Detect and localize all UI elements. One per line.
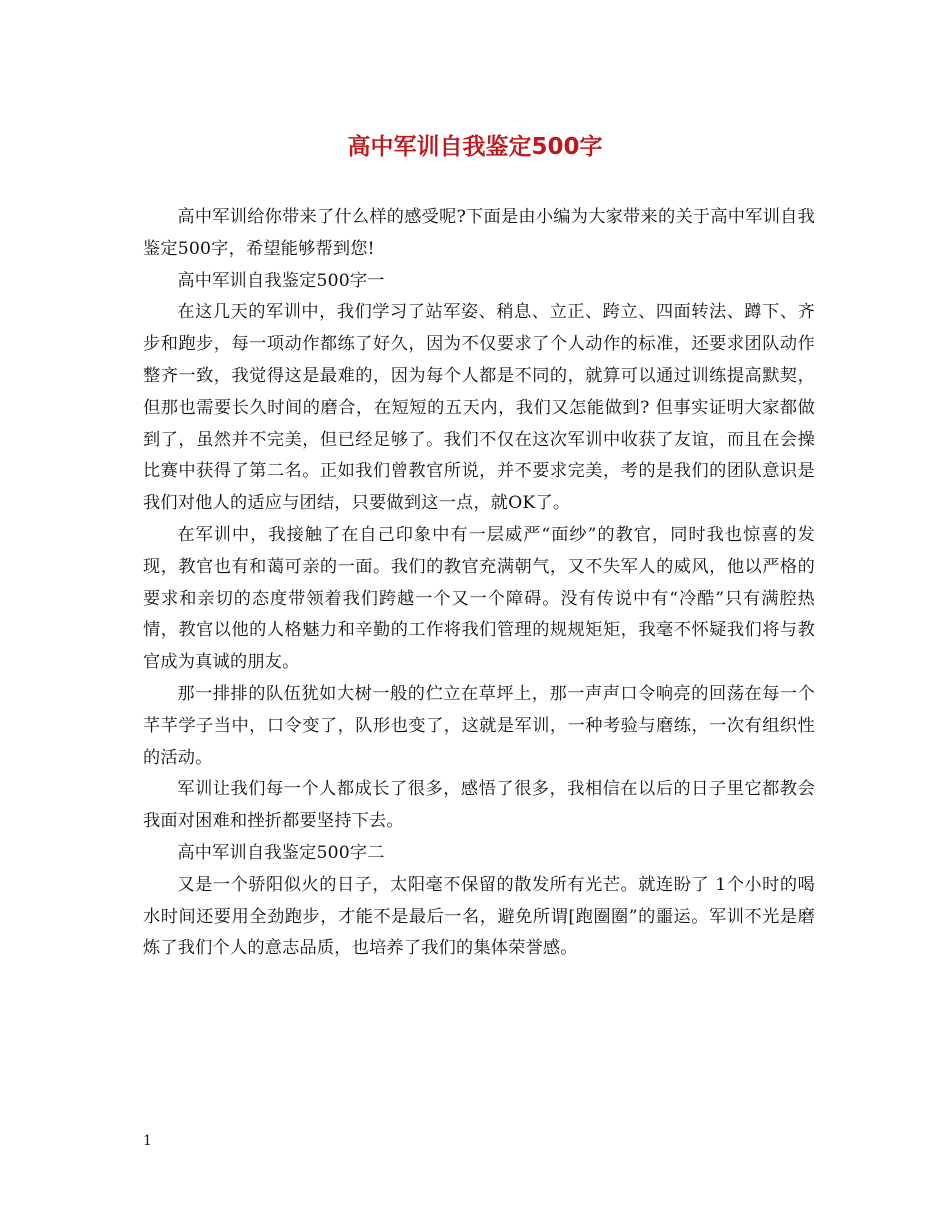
- page-number: 1: [143, 1133, 152, 1149]
- intro-paragraph: 高中军训给你带来了什么样的感受呢?下面是由小编为大家带来的关于高中军训自我鉴定500字，希望能够帮到您!: [143, 207, 815, 259]
- body-paragraph: 军训让我们每一个人都成长了很多，感悟了很多，我相信在以后的日子里它都教会我面对困难和挫折都要坚持下去。: [143, 779, 815, 832]
- document-title: 高中军训自我鉴定500字: [347, 134, 603, 160]
- section-heading-two: 高中军训自我鉴定500字二: [177, 842, 385, 863]
- section-heading-one: 高中军训自我鉴定500字一: [177, 270, 385, 291]
- body-paragraph: 那一排排的队伍犹如大树一般的伫立在草坪上，那一声声口令响亮的回荡在每一个芊芊学子当中，口令变了，队形也变了，这就是军训，一种考验与磨练，一次有组织性的活动。: [143, 683, 815, 768]
- body-paragraph: 在这几天的军训中，我们学习了站军姿、稍息、立正、跨立、四面转法、蹲下、齐步和跑步，每一项动作都练了好久，因为不仅要求了个人动作的标准，还要求团队动作整齐一致，我觉得这是最难的，因为每个人都是不同的，就算可以通过训练提高默契，但那也需要长久时间的磨合，在短短的五天内，我们又怎能做到? 但事实证明大家都做到了，虽然并不完美，但已经足够了。我们不仅在这次军训中收获了友谊，而且在会操比赛中获得了第二名。正如我们曾教官所说，并不要求完美，考的是我们的团队意识是我们对他人的适应与团结，只要做到这一点，就OK了。: [143, 302, 815, 514]
- document-body: [143, 202, 815, 965]
- body-paragraph: 在军训中，我接触了在自己印象中有一层威严“面纱”的教官，同时我也惊喜的发现，教官也有和蔼可亲的一面。我们的教官充满朝气，又不失军人的威风，他以严格的要求和亲切的态度带领着我们跨越一个又一个障碍。没有传说中有“冷酷”只有满腔热情，教官以他的人格魅力和辛勤的工作将我们管理的规规矩矩，我毫不怀疑我们将与教官成为真诚的朋友。: [143, 524, 815, 673]
- body-paragraph: 又是一个骄阳似火的日子，太阳毫不保留的散发所有光芒。就连盼了 1个小时的喝水时间还要用全劲跑步，才能不是最后一名，避免所谓[跑圈圈”的噩运。军训不光是磨炼了我们个人的意志品质，也培养了我们的集体荣誉感。: [143, 874, 815, 959]
